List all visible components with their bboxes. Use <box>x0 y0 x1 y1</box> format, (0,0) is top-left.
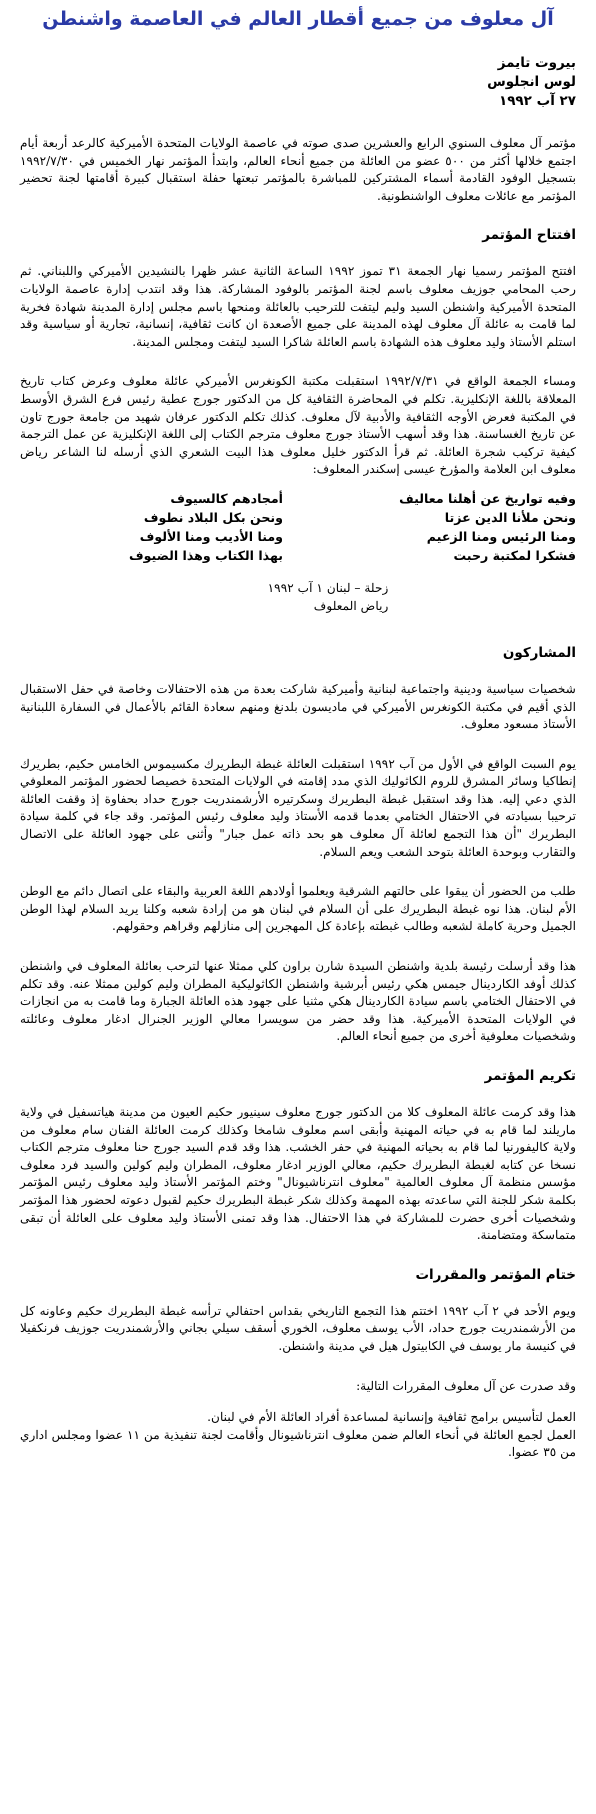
section-heading-honoring: تكريم المؤتمر <box>484 1068 576 1084</box>
poem <box>20 489 576 565</box>
poem-line: وفيه تواريخ عن أهلنا معاليف <box>399 490 576 506</box>
section-heading-closing: ختام المؤتمر والمقررات <box>415 1266 576 1283</box>
dateline-city: لوس انجلوس <box>487 74 576 90</box>
closing-paragraph-1: ويوم الأحد في ٢ آب ١٩٩٢ اختتم هذا التجمع التاريخي بقداس احتفالي ترأسه غبطة البطريرك حكيم وعاونه كل من الأرشمندريت جورج حداد، الأب يوسف معلوف، الخوري أسقف سيلي بجاني والأرشمندريت جوزيف فرنكفيلا في كنيسة مار يوسف في الكابيتول هيل في مدينة واشنطن. <box>20 1303 576 1353</box>
section-heading-participants: المشاركون <box>502 644 576 661</box>
poem-right-column <box>313 489 576 565</box>
intro-paragraph: مؤتمر آل معلوف السنوي الرابع والعشرين صدى صوته في عاصمة الولايات المتحدة الأميركية كالرعد أربعة أيام اجتمع خلالها أكثر من ٥٠٠ عضو من العائلة من جميع أنحاء العالم، وابتدأ المؤتمر نهار الخميس في ١٩٩٢/٧/٣٠ بتسجيل الوفود القادمة أسماء المشتركين للمباشرة بالمؤتمر تبعتها حفلة استقبال كبيرة أقامتها لجنة تحضير المؤتمر مع عائلات معلوف الواشنطونية. <box>20 136 576 203</box>
participants-paragraph-3: طلب من الحضور أن يبقوا على حالتهم الشرقية ويعلموا أولادهم اللغة العربية والبقاء على اتصال دائم مع الوطن الأم لبنان. هذا نوه غبطة البطريرك على أن السلام في لبنان هو من إرادة شعبه وكلنا يريد السلام لهذا الوطن الجميل وحرية كاملة لشعبه وطالب غبطته بإعادة كل المهجرين إلى منازلهم وقراهم وحقولهم. <box>20 884 576 934</box>
poem-line: ومنا الرئيس ومنا الزعيم <box>426 528 576 544</box>
participants-paragraph-4: هذا وقد أرسلت رئيسة بلدية واشنطن السيدة شارن براون كلي ممثلا عنها لترحب بعائلة المعلوف في واشنطن كذلك أوفد الكاردينال جيمس هكي رئيس أبرشية واشنطن الكاثوليكية المطران وليم كولين ممثلا عنه. وقد تكلم في الاحتفال الختامي باسم سيادة الكاردينال هكي مثنيا على جهود هذه العائلة الجبارة وما قامت به من انجازات في الولايات المتحدة الأميركية. هذا وقد حضر من سويسرا معالي الوزير الجنرال ادغار معلوف وعائلته وشخصيات معلوفية أخرى من جميع أنحاء العالم. <box>20 959 576 1044</box>
poem-line: ومنا الأديب ومنا الألوف <box>139 528 283 544</box>
opening-paragraph-2: ومساء الجمعة الواقع في ١٩٩٢/٧/٣١ استقبلت مكتبة الكونغرس الأميركي عائلة معلوف وعرض كتاب تاريخ المعلاقة باللغة الإنكليزية. تكلم في المحاضرة الثقافية كل من الدكتور جورج عطية رئيس فرع الشرق الأوسط في المكتبة فعرض الأوجه الثقافية والأدبية لآل معلوف. كذلك تكلم الدكتور عرفان شهيد من جامعة جورج تاون عن تاريخ الغساسنة. هذا وقد أسهب الأستاذ جورج معلوف مترجم الكتاب إلى اللغة الإنكليزية عن عمل الترجمة كيفية تركيب شجرة العائلة. ثم قرأ الدكتور خليل معلوف هذا البيت الشعري الذي أرسله لنا الشاعر رياض معلوف ابن العلامة والمؤرخ عيسى إسكندر المعلوف: <box>20 374 577 477</box>
poem-line: بهذا الكتاب وهذا الضيوف <box>129 547 283 563</box>
decision-item: العمل لجمع العائلة في أنحاء العالم ضمن معلوف انترناشيونال وأقامت لجنة تنفيذية من ١١ عضوا ومجلس اداري من ٣٥ عضوا. <box>20 1427 577 1460</box>
poem-line: أمجادهم كالسيوف <box>170 490 283 506</box>
article-title: آل معلوف من جميع أقطار العالم في العاصمة واشنطن <box>42 8 554 30</box>
dateline-publication: بيروت تايمز <box>497 55 576 71</box>
honoring-paragraph: هذا وقد كرمت عائلة المعلوف كلا من الدكتور جورج معلوف سينيور حكيم العيون من مدينة هياتسفيل في ولاية ماريلند لما قام به في حياته المهنية وأبقى اسم معلوف شامخا وكذلك كرمت العائلة الفنان سام معلوف من ولاية كاليفورنيا لما قام به بحياته المهنية في حفر الخشب. هذا وقد قدم السيد جورج حنا معلوف مترجم الكتاب نسخا عن كتابه لغبطة البطريرك حكيم، معالي الوزير ادغار معلوف، المطران وليم كولين والسيد فرد معلوف مؤسس منظمة آل معلوف العالمية "معلوف انترناشيونال" وختم المؤتمر الأستاذ وليد معلوف رئيس المؤتمر بكلمة شكر للجنة التي ساعدته بهذه المهمة وكذلك شكر غبطة البطريرك حكيم لقبول دعوته لحضور هذا المؤتمر وشخصيات أخرى حضرت للمشاركة في هذا الاحتفال. هذا وقد تمنى الأستاذ وليد معلوف على العائلة أن تبقى متماسكة ومتضامنة. <box>20 1105 576 1243</box>
opening-paragraph-1: افتتح المؤتمر رسميا نهار الجمعة ٣١ تموز ١٩٩٢ الساعة الثانية عشر ظهرا بالنشيدين الأميركي واللبناني. ثم رحب المحامي جوزيف معلوف باسم لجنة المؤتمر بالوفود المشاركة. هذا وقد انتدب إدارة عاصمة الولايات المتحدة الأميركية واشنطن السيد وليم ليتفت للترحيب بالعائلة ومنحها باسم مجلس إدارة المدينة شهادة فخرية لما قامت به عائلة آل معلوف لهذه المدينة على جميع الأصعدة ان كانت ثقافية، إنسانية، تجارية أو سياسية وقد استلم الأستاذ وليد معلوف هذه الشهادة باسم العائلة شاكرا السيد ليتفت ومجلس المدينة. <box>20 264 576 349</box>
poem-signature <box>80 579 576 615</box>
participants-paragraph-1: شخصيات سياسية ودينية واجتماعية لبنانية وأميركية شاركت بعدة من هذه الاحتفالات وخاصة في حفل الاستقبال الذي أقيم في مكتبة الكونغرس الأميركي في ماديسون بلدنغ ومنهم سعادة القائم بالأعمال في السفارة اللبنانية الأستاذ مسعود معلوف. <box>20 681 576 732</box>
poem-line: ونحن ملأنا الدين عزتا <box>444 509 576 525</box>
participants-paragraph-2: يوم السبت الواقع في الأول من آب ١٩٩٢ استقبلت العائلة غبطة البطريرك مكسيموس الخامس حكيم، بطريرك إنطاكيا وسائر المشرق للروم الكاثوليك الذي مدد إقامته في الولايات المتحدة خصيصا لحضور المؤتمر المعلوفي الذي دعي إليه. هذا وقد استقبل غبطة البطريرك وسكرتيره الأرشمندريت جورج حداد بحفاوة إذ وقفت العائلة ترحيبا بسيادته في الاحتفال الختامي بعدما قدمه الأستاذ وليد معلوف رئيس المؤتمر. وقد جاء في كلمة سيادة البطريرك "أن هذا التجمع لعائلة آل معلوف هو بحد ذاته عمل جبار" وأثنى على جهود العائلة على الاتصال والتقارب وبوحدة العائلة بتوحد الشعب ويعم السلام. <box>20 756 576 859</box>
signature-place-date: زحلة – لبنان ١ آب ١٩٩٢ <box>267 580 389 595</box>
decision-item: العمل لتأسيس برامج ثقافية وإنسانية لمساعدة أفراد العائلة الأم في لبنان. <box>207 1410 576 1425</box>
signature-name: رياض المعلوف <box>313 598 389 613</box>
dateline <box>20 54 576 111</box>
dateline-date: ٢٧ آب ١٩٩٢ <box>498 93 576 109</box>
closing-paragraph-2: وقد صدرت عن آل معلوف المقررات التالية: <box>356 1378 576 1393</box>
poem-line: ونحن بكل البلاد نطوف <box>143 509 283 525</box>
section-heading-opening: افتتاح المؤتمر <box>482 227 576 244</box>
poem-line: فشكرا لمكتبة رحبت <box>453 547 576 563</box>
decisions-list <box>20 1409 576 1462</box>
poem-left-column <box>20 489 283 565</box>
